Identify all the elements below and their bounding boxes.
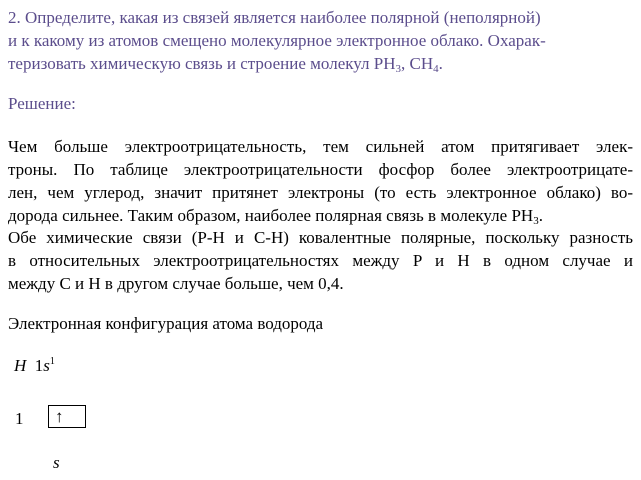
paragraph-line-3: лен, чем углерод, значит притянет электроны (то есть электронное облако) во- [8,183,633,202]
energy-level: 1 [15,409,24,428]
question-line-3-text: теризовать химическую связь и строение молекул PH [8,54,396,73]
paragraph-line-6: в относительных электроотрицательностях между P и H в одном случае и [8,251,633,270]
subscript-4: 4 [433,63,439,75]
subscript-ph3: 3 [533,215,539,227]
paragraph-line-4-text: дорода сильнее. Таким образом, наиболее полярная связь в молекуле PH [8,206,534,225]
orbital-number: 1 [34,356,44,375]
paragraph-line-1: Чем больше электроотрицательность, тем сильней атом притягивает элек- [8,137,633,156]
question-separator: , CH [400,54,434,73]
paragraph-line-2: троны. По таблице электроотрицательности фосфор более электроотрицате- [8,160,633,179]
question-line-1: 2. Определите, какая из связей является наиболее полярной (неполярной) [8,8,541,27]
spin-up-arrow-icon: ↑ [55,407,64,426]
question-line-2: и к какому из атомов смещено молекулярное электронное облако. Охарак- [8,31,546,50]
solution-heading: Решение: [8,94,76,113]
subscript-3: 3 [395,63,401,75]
orbital-box [48,405,86,428]
config-title: Электронная конфигурация атома водорода [8,314,324,333]
paragraph-line-4-period: . [538,206,543,225]
element-label [14,356,55,376]
orbital-letter: s [43,356,50,375]
paragraph-line-4 [8,206,543,226]
question-line-3 [8,54,443,74]
paragraph-line-5: Обе химические связи (P-H и C-H) ковалентные полярные, поскольку разность [8,228,633,247]
question-period: . [438,54,443,73]
orbital-superscript: 1 [49,356,55,367]
paragraph-line-7: между C и H в другом случае больше, чем 0,4. [8,274,344,293]
element-symbol: H [14,356,27,375]
sublevel-label: s [53,453,60,472]
